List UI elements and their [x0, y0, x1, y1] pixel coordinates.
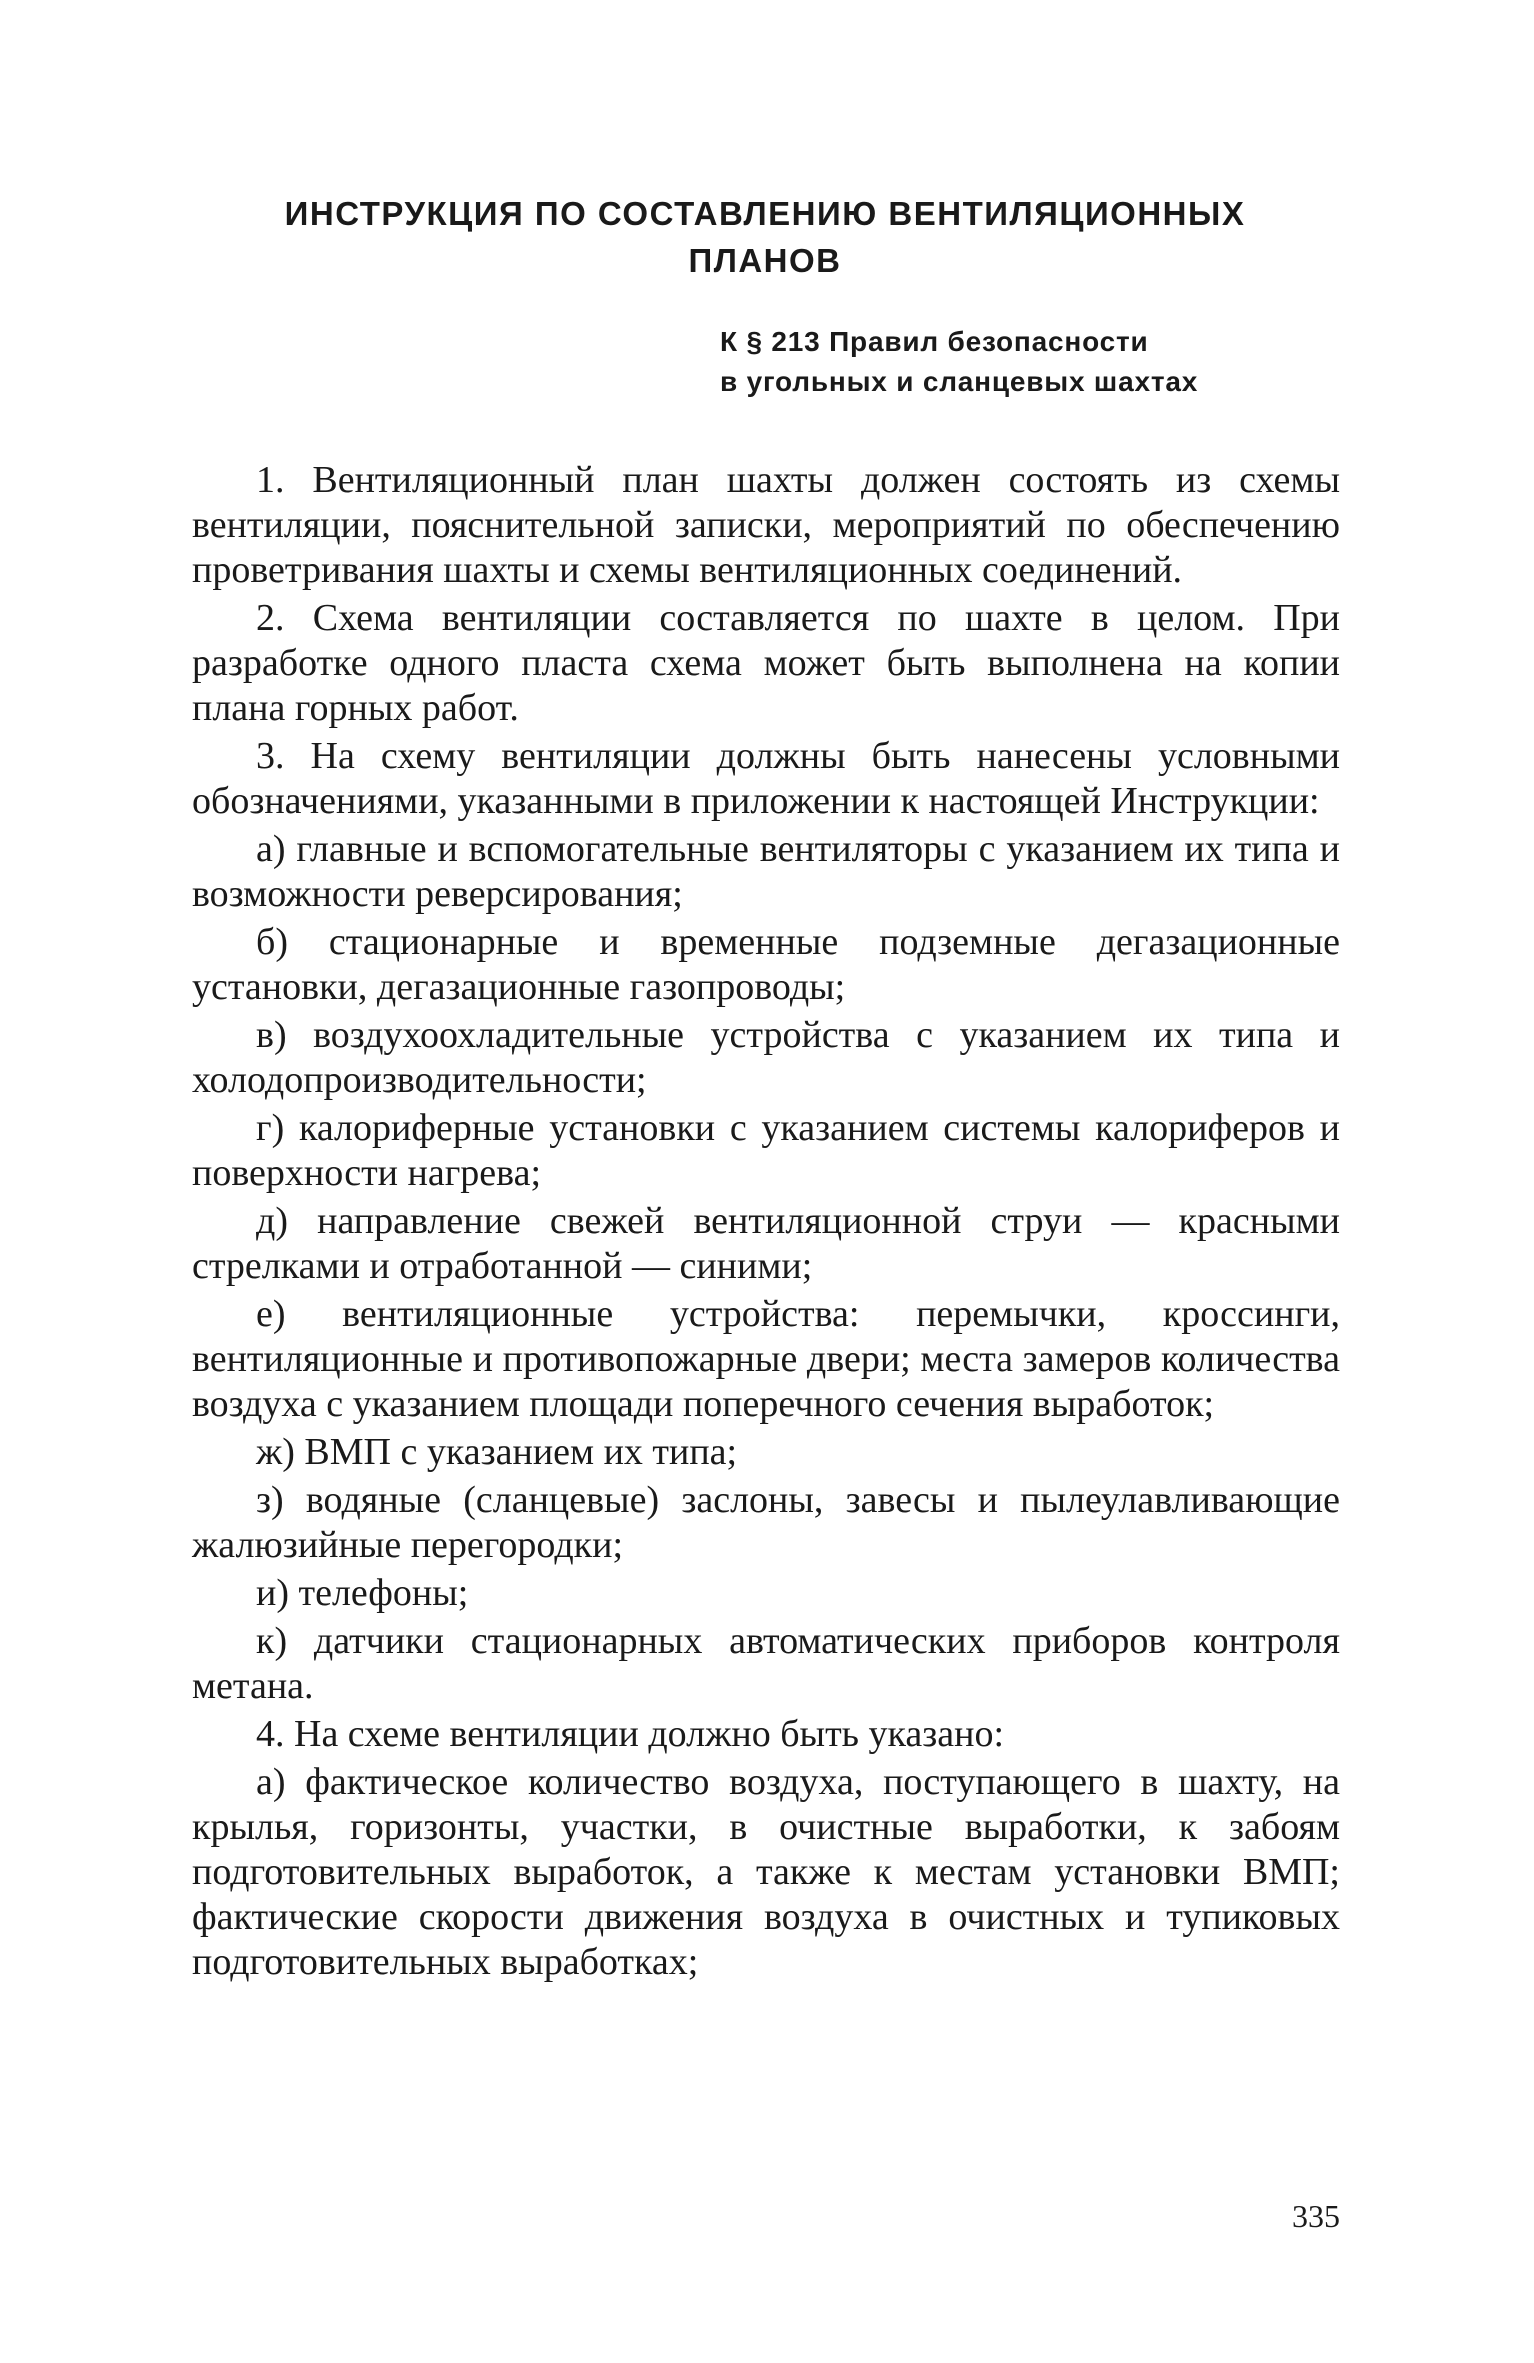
title-line-1: ИНСТРУКЦИЯ ПО СОСТАВЛЕНИЮ ВЕНТИЛЯЦИОННЫХ [284, 195, 1246, 232]
list-item-a-2: а) фактическое количество воздуха, поступающего в шахту, на крылья, горизонты, участки, в очистные выработки, к забоям подготовительных выработок, а также к местам установки ВМП; фактические скорости движения воздуха в очистных и тупиковых подготовительных выработках; [192, 1761, 1340, 1983]
list-item-v: в) воздухоохладительные устройства с указанием их типа и холодопроизводительности; [192, 1014, 1340, 1101]
document-title [190, 190, 1340, 284]
list-item-k: к) датчики стационарных автоматических приборов контроля метана. [192, 1620, 1340, 1707]
list-item-b: б) стационарные и временные подземные дегазационные установки, дегазационные газопроводы; [192, 921, 1340, 1008]
paragraph-1: 1. Вентиляционный план шахты должен состоять из схемы вентиляции, пояснительной записки, мероприятий по обеспечению проветривания шахты и схемы вентиляционных соединений. [192, 459, 1340, 591]
paragraph-4: 4. На схеме вентиляции должно быть указано: [256, 1713, 1005, 1755]
reference-line-1: К § 213 Правил безопасности [720, 326, 1149, 357]
list-item-z: з) водяные (сланцевые) заслоны, завесы и пылеулавливающие жалюзийные перегородки; [192, 1479, 1340, 1566]
rule-reference [720, 322, 1340, 402]
paragraph-3: 3. На схему вентиляции должны быть нанесены условными обозначениями, указанными в приложении к настоящей Инструкции: [192, 735, 1340, 822]
list-item-e: е) вентиляционные устройства: перемычки, кроссинги, вентиляционные и противопожарные двери; места замеров количества воздуха с указанием площади поперечного сечения выработок; [192, 1293, 1340, 1425]
reference-line-2: в угольных и сланцевых шахтах [720, 366, 1199, 397]
document-body [192, 458, 1340, 1988]
title-line-2: ПЛАНОВ [688, 242, 842, 279]
list-item-a: а) главные и вспомогательные вентиляторы с указанием их типа и возможности реверсирования; [192, 828, 1340, 915]
list-item-d: д) направление свежей вентиляционной струи — красными стрелками и отработанной — синими; [192, 1200, 1340, 1287]
list-item-g: г) калориферные установки с указанием системы калориферов и поверхности нагрева; [192, 1107, 1340, 1194]
paragraph-2: 2. Схема вентиляции составляется по шахте в целом. При разработке одного пласта схема может быть выполнена на копии плана горных работ. [192, 597, 1340, 729]
page-number: 335 [1292, 2198, 1340, 2234]
list-item-zh: ж) ВМП с указанием их типа; [256, 1431, 738, 1473]
list-item-i: и) телефоны; [256, 1572, 469, 1614]
